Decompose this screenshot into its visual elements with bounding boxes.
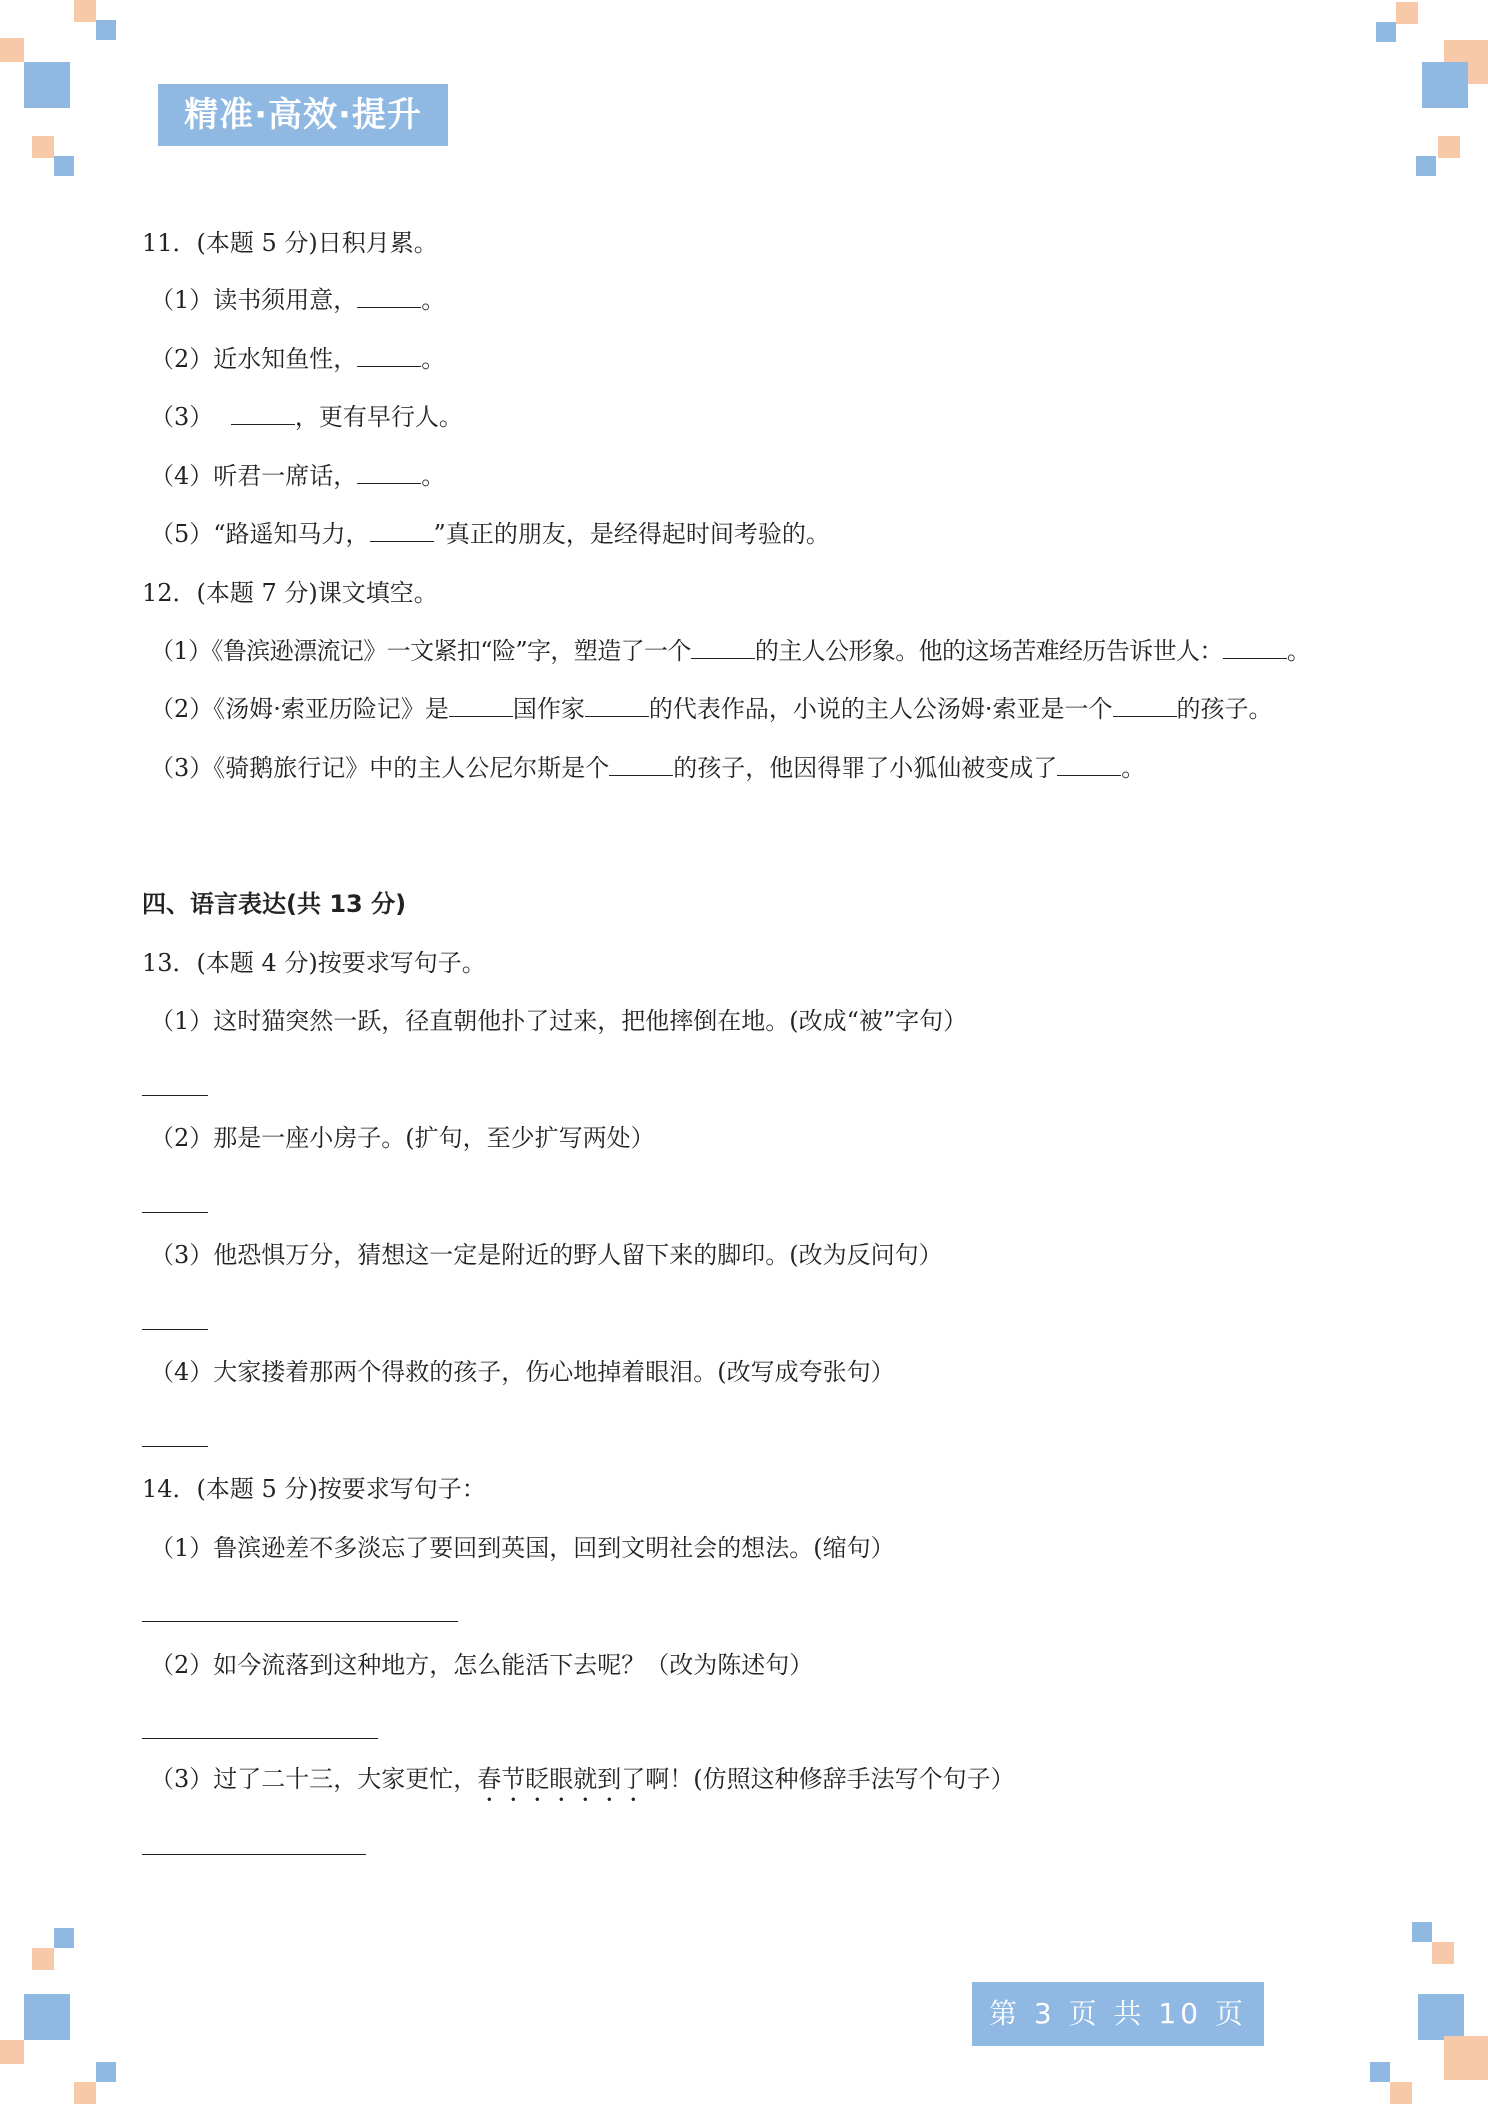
decor-square (24, 1994, 70, 2040)
decor-square (96, 2062, 116, 2082)
decor-square (1418, 1994, 1464, 2040)
decor-square (1444, 2036, 1488, 2080)
answer-blank[interactable] (609, 753, 673, 776)
q13-item-3: （3）他恐惧万分，猜想这一定是附近的野人留下来的脚印。(改为反问句） (150, 1241, 943, 1269)
q12-item-3 (150, 751, 1145, 785)
answer-blank[interactable] (231, 402, 295, 425)
q11-item-3-end: ，更有早行人。 (294, 403, 463, 431)
q11-item-1-text: （1）读书须用意， (150, 286, 358, 314)
q11-item-1 (150, 283, 445, 317)
q11-item-1-end: 。 (421, 286, 446, 314)
page-number-badge: 第 3 页 共 10 页 (972, 1982, 1264, 2046)
decor-square (1376, 22, 1396, 42)
answer-blank[interactable] (1057, 753, 1121, 776)
answer-blank[interactable] (370, 519, 434, 542)
q11-item-4 (150, 459, 445, 493)
q12-item-1 (150, 634, 1310, 668)
decor-square (54, 156, 74, 176)
q12-item-2 (150, 692, 1273, 726)
answer-line[interactable] (142, 1095, 208, 1096)
answer-line[interactable] (142, 1854, 366, 1855)
q11-item-3-text: （3） (150, 403, 221, 431)
q12-item-2-text-c: 的代表作品，小说的主人公汤姆·索亚是一个 (648, 695, 1113, 723)
q13-item-1: （1）这时猫突然一跃，径直朝他扑了过来，把他摔倒在地。(改成“被”字句） (150, 1007, 968, 1035)
q12-item-1-text-a: （1）《鲁滨逊漂流记》一文紧扣“险”字，塑造了一个 (150, 637, 691, 665)
q11-item-4-text: （4）听君一席话， (150, 462, 358, 490)
q12-item-2-text-b: 国作家 (512, 695, 585, 723)
decor-square (1412, 1922, 1432, 1942)
decor-square (0, 38, 24, 62)
q12-item-1-text-c: 。 (1286, 637, 1311, 665)
decor-square (0, 2040, 24, 2064)
decor-square (1416, 156, 1436, 176)
q11-item-2-text: （2）近水知鱼性， (150, 345, 358, 373)
decor-square (32, 1948, 54, 1970)
q12-item-1-text-b: 的主人公形象。他的这场苦难经历告诉世人： (754, 637, 1223, 665)
answer-blank[interactable] (357, 461, 421, 484)
q14-item-3-emphasis: 春节眨眼就到了 (477, 1765, 646, 1793)
answer-line[interactable] (142, 1329, 208, 1330)
q11-title: 11．(本题 5 分)日积月累。 (142, 229, 438, 257)
q12-item-2-text-a: （2）《汤姆·索亚历险记》是 (150, 695, 449, 723)
decor-square (96, 20, 116, 40)
q13-title: 13．(本题 4 分)按要求写句子。 (142, 949, 486, 977)
q12-item-3-text-a: （3）《骑鹅旅行记》中的主人公尼尔斯是个 (150, 754, 610, 782)
decor-square (1422, 62, 1468, 108)
answer-line[interactable] (142, 1212, 208, 1213)
q11-item-5 (150, 517, 830, 551)
q11-item-2 (150, 342, 445, 376)
header-banner: 精准·高效·提升 (158, 84, 448, 146)
answer-line[interactable] (142, 1738, 378, 1739)
answer-blank[interactable] (449, 694, 513, 717)
decor-square (54, 1928, 74, 1948)
q14-title: 14．(本题 5 分)按要求写句子： (142, 1475, 486, 1503)
answer-blank[interactable] (691, 636, 755, 659)
q11-item-5-text: （5）“路遥知马力， (150, 520, 370, 548)
decor-square (1396, 2, 1418, 24)
q11-item-4-end: 。 (421, 462, 446, 490)
q12-title: 12．(本题 7 分)课文填空。 (142, 579, 438, 607)
answer-blank[interactable] (357, 285, 421, 308)
decor-square (74, 0, 96, 22)
answer-blank[interactable] (357, 344, 421, 367)
q14-item-1: （1）鲁滨逊差不多淡忘了要回到英国，回到文明社会的想法。(缩句） (150, 1534, 895, 1562)
decor-square (32, 136, 54, 158)
q13-item-2: （2）那是一座小房子。(扩句，至少扩写两处） (150, 1124, 655, 1152)
decor-square (1390, 2082, 1412, 2104)
answer-line[interactable] (142, 1621, 458, 1622)
decor-square (24, 62, 70, 108)
answer-line[interactable] (142, 1446, 208, 1447)
q11-item-3 (150, 400, 463, 434)
decor-square (74, 2082, 96, 2104)
q13-item-4: （4）大家搂着那两个得救的孩子，伤心地掉着眼泪。(改写成夸张句） (150, 1358, 895, 1386)
q11-item-5-end: ”真正的朋友，是经得起时间考验的。 (433, 520, 830, 548)
decor-square (1438, 136, 1460, 158)
answer-blank[interactable] (1223, 636, 1287, 659)
q12-item-3-text-b: 的孩子，他因得罪了小狐仙被变成了 (673, 754, 1058, 782)
q12-item-2-text-d: 的孩子。 (1176, 695, 1273, 723)
answer-blank[interactable] (1113, 694, 1177, 717)
q11-item-2-end: 。 (421, 345, 446, 373)
section-heading: 四、语言表达(共 13 分) (142, 890, 407, 918)
q14-item-2: （2）如今流落到这种地方，怎么能活下去呢？（改为陈述句） (150, 1651, 814, 1679)
answer-blank[interactable] (585, 694, 649, 717)
q14-item-3-text-a: （3）过了二十三，大家更忙， (150, 1765, 478, 1793)
q14-item-3 (150, 1762, 1015, 1807)
decor-square (1370, 2062, 1390, 2082)
q12-item-3-text-c: 。 (1121, 754, 1146, 782)
decor-square (1432, 1942, 1454, 1964)
q14-item-3-text-c: 啊！(仿照这种修辞手法写个句子） (645, 1765, 1015, 1793)
